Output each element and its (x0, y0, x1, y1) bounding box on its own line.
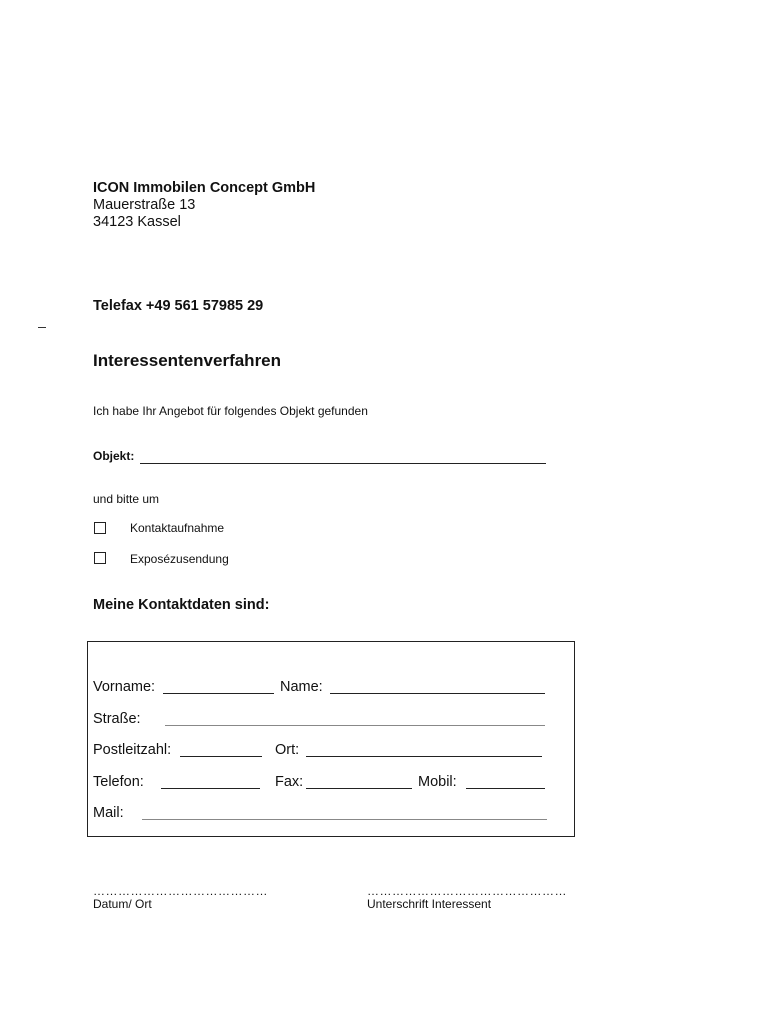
kontaktaufnahme-checkbox[interactable] (94, 522, 106, 534)
exposezusendung-checkbox[interactable] (94, 552, 106, 564)
mail-field[interactable] (142, 819, 547, 820)
objekt-field[interactable] (140, 450, 546, 464)
name-label: Name: (280, 679, 323, 695)
strasse-field[interactable] (165, 725, 545, 726)
date-place-label: Datum/ Ort (93, 897, 152, 911)
recipient-company: ICON Immobilen Concept GmbH (93, 180, 316, 196)
date-place-line[interactable]: …………………………………… (93, 884, 268, 898)
mobil-field[interactable] (466, 788, 545, 789)
recipient-city: 34123 Kassel (93, 214, 181, 230)
fax-field[interactable] (306, 788, 412, 789)
kontaktaufnahme-label: Kontaktaufnahme (130, 521, 225, 535)
mobil-label: Mobil: (418, 774, 457, 790)
vorname-label: Vorname: (93, 679, 156, 695)
fax-number: Telefax +49 561 57985 29 (93, 298, 264, 314)
request-text: und bitte um (93, 492, 160, 506)
strasse-label: Straße: (93, 711, 141, 727)
signature-label: Unterschrift Interessent (367, 897, 492, 911)
contact-form-box (87, 641, 575, 837)
mail-label: Mail: (93, 805, 124, 821)
name-field[interactable] (330, 693, 545, 694)
plz-field[interactable] (180, 756, 262, 757)
vorname-field[interactable] (163, 693, 274, 694)
fax-label: Fax: (275, 774, 304, 790)
page-title: Interessentenverfahren (93, 351, 282, 370)
ort-field[interactable] (306, 756, 542, 757)
plz-label: Postleitzahl: (93, 742, 172, 758)
telefon-field[interactable] (161, 788, 260, 789)
fold-mark (38, 327, 46, 328)
telefon-label: Telefon: (93, 774, 144, 790)
recipient-street: Mauerstraße 13 (93, 197, 196, 213)
ort-label: Ort: (275, 742, 300, 758)
objekt-row (93, 448, 546, 464)
intro-text: Ich habe Ihr Angebot für folgendes Objekt gefunden (93, 404, 368, 418)
signature-line[interactable]: ………………………………………… (367, 884, 567, 898)
exposezusendung-label: Exposézusendung (130, 552, 229, 566)
contact-heading: Meine Kontaktdaten sind: (93, 597, 270, 613)
objekt-label: Objekt: (93, 449, 135, 463)
